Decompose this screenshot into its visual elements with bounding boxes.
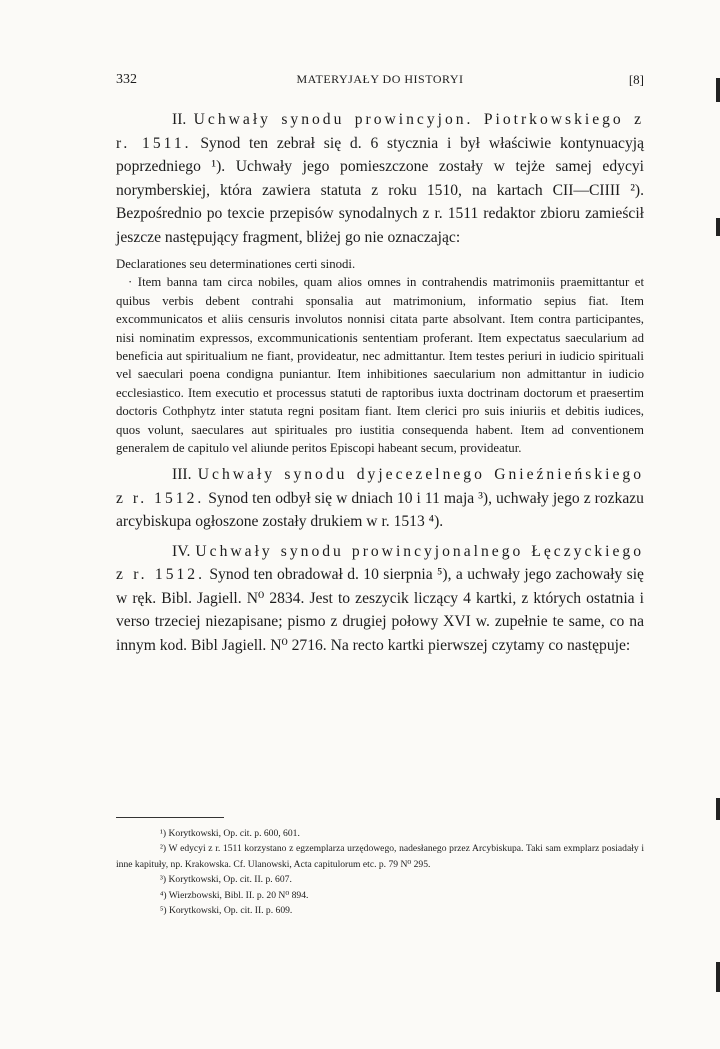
section-iv-heading: Uchwały synodu prowincyjonalnego Łęczyckiego z r. 1512. [116, 542, 645, 584]
footnote: ⁴) Wierzbowski, Bibl. II. p. 20 N⁰ 894. [160, 889, 309, 901]
section-iii-text: Synod ten odbył się w dniach 10 i 11 maja ³), uchwały jego z rozkazu arcybiskupa ogłoszone zostały drukiem w r. 1513 ⁴). [116, 489, 644, 531]
scan-edge-mark [716, 962, 720, 992]
footnote-divider [116, 817, 224, 818]
section-ii-numeral: II. [172, 111, 187, 128]
running-header [116, 72, 644, 94]
footnote: ¹) Korytkowski, Op. cit. p. 600, 601. [160, 828, 300, 839]
running-title: MATERYJAŁY DO HISTORYI [296, 72, 464, 86]
footnote: ⁵) Korytkowski, Op. cit. II. p. 609. [160, 905, 293, 917]
section-iv-numeral: IV. [172, 542, 191, 560]
footnotes [116, 826, 644, 918]
latin-quotation-body: · Item banna tam circa nobiles, quam alios omnes in contrahendis matrimoniis praemittantur et quibus verbis debent contrahi sponsalia aut matrimonium, informatio sepius fiat. Item excommunicatos et aliis censuris involutos nonnisi citata parte absolvant. Item contra participantes, nisi nominatim expressos, excommunicationis sententiam proferant. Item expectatus saecularium ad beneficia aut spiritualium ne fiant, provideatur, nec admittantur. Item testes periuri in iudicio spirituali vel saeculari poena condigna puniantur. Item inhibitiones saecularium non admittantur in iudicio ecclesiastico. Item executio et processus statuti de raptoribus iuxta doctrinam doctorum et praesertim doctoris Cothphytz inter statuta regni positam fiant. Item clerici pro suis iniuriis et debitis iudices, quos volunt, saeculares aut spirituales pro iustitia consequenda habent. Item ad conventionem generalem de capitulo vel aliunde peritos Episcopi habeant secum, provideatur. [116, 275, 644, 456]
latin-quotation-title: Declarationes seu determinationes certi sinodi. [116, 257, 356, 271]
footnote: ³) Korytkowski, Op. cit. II. p. 607. [160, 874, 292, 886]
main-text [116, 108, 644, 663]
section-iii-paragraph [116, 463, 644, 534]
section-ii-text: Synod ten zebrał się d. 6 stycznia i był właściwie kontynuacyją poprzedniego ¹). Uchwały jego pomieszczone zostały w tejże samej edycyi norymberskiej, która zawiera statuta z roku 1510, na kartach CII—CIIII ²). Bezpośrednio po texcie przepisów synodalnych z r. 1511 redaktor zbioru zamieścił jeszcze następujący fragment, bliżej go nie oznaczając: [116, 134, 644, 246]
scan-edge-mark [716, 218, 720, 236]
footnote: ²) W edycyi z r. 1511 korzystano z egzemplarza urzędowego, nadesłanego przez Arcybiskupa. Taki sam exmplarz posiadały i inne kapituły, np. Krakowska. Cf. Ulanowski, Acta capitulorum etc. p. 79 N⁰ 295. [116, 843, 644, 870]
section-ii-paragraph [116, 108, 644, 249]
page-number: 332 [116, 72, 137, 87]
section-iv-text: Synod ten obradował d. 10 sierpnia ⁵), a uchwały jego zachowały się w ręk. Bibl. Jagiell. N⁰ 2834. Jest to zeszycik liczący 4 kartki, z których ostatnia i verso trzeciej niezapisane; pismo z drugiej połowy XVI w. zupełnie te same, co na innym kod. Bibl Jagiell. N⁰ 2716. Na recto kartki pierwszej czytamy co następuje: [116, 566, 644, 654]
scan-edge-mark [716, 78, 720, 102]
section-marker: [8] [628, 72, 644, 87]
section-iii-numeral: III. [172, 466, 192, 484]
latin-quotation [116, 255, 644, 457]
section-ii-heading: Uchwały synodu prowincyjon. Piotrkowskiego z r. 1511. [116, 111, 644, 152]
scan-edge-mark [716, 798, 720, 820]
section-iv-paragraph [116, 540, 644, 658]
section-iii-heading: Uchwały synodu dyjecezelnego Gnieźnieńskiego z r. 1512. [116, 466, 644, 507]
